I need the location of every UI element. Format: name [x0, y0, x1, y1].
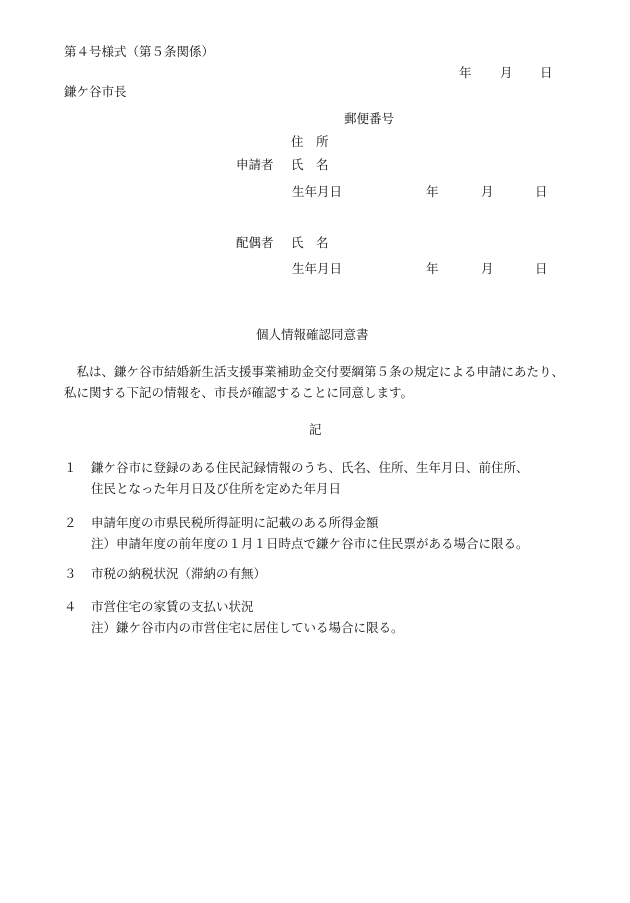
applicant-birth-label: 生年月日	[292, 184, 343, 199]
applicant-role-label: 申請者	[236, 157, 274, 172]
document-title: 個人情報確認同意書	[256, 327, 369, 342]
spouse-role-label: 配偶者	[236, 235, 274, 250]
item-number: ４	[64, 599, 77, 614]
item-text: 申請年度の市県民税所得証明に記載のある所得金額	[91, 515, 379, 530]
spouse-birth-label: 生年月日	[292, 261, 343, 276]
addressee: 鎌ケ谷市長	[64, 84, 127, 99]
item-text: 市税の納税状況（滞納の有無）	[91, 566, 267, 581]
applicant-birth-day: 日	[535, 184, 548, 199]
item-number: １	[64, 460, 77, 475]
spouse-name-label: 氏 名	[291, 235, 329, 250]
item-note: 注）鎌ケ谷市内の市営住宅に居住している場合に限る。	[91, 620, 404, 635]
item-text: 市営住宅の家賃の支払い状況	[91, 599, 254, 614]
spouse-birth-day: 日	[535, 261, 548, 276]
postal-code-label: 郵便番号	[344, 111, 395, 126]
date-day-label: 日	[540, 65, 553, 80]
date-year-label: 年	[459, 65, 472, 80]
item-text: 鎌ケ谷市に登録のある住民記録情報のうち、氏名、住所、生年月日、前住所、	[91, 460, 529, 475]
form-number: 第４号様式（第５条関係）	[64, 44, 215, 59]
item-text: 住民となった年月日及び住所を定めた年月日	[91, 481, 342, 496]
item-note: 注）申請年度の前年度の１月１日時点で鎌ケ谷市に住民票がある場合に限る。	[91, 536, 529, 551]
spouse-birth-year: 年	[426, 261, 439, 276]
item-number: ２	[64, 515, 77, 530]
applicant-birth-year: 年	[426, 184, 439, 199]
applicant-birth-month: 月	[481, 184, 494, 199]
ki-heading: 記	[309, 422, 322, 437]
item-number: ３	[64, 566, 77, 581]
consent-paragraph: 私は、鎌ケ谷市結婚新生活支援事業補助金交付要綱第５条の規定による申請にあたり、私に関する下記の情報を、市長が確認することに同意します。	[64, 364, 565, 400]
spouse-birth-month: 月	[481, 261, 494, 276]
applicant-name-label: 氏 名	[291, 157, 329, 172]
applicant-address-label: 住 所	[291, 134, 329, 149]
date-month-label: 月	[500, 65, 513, 80]
